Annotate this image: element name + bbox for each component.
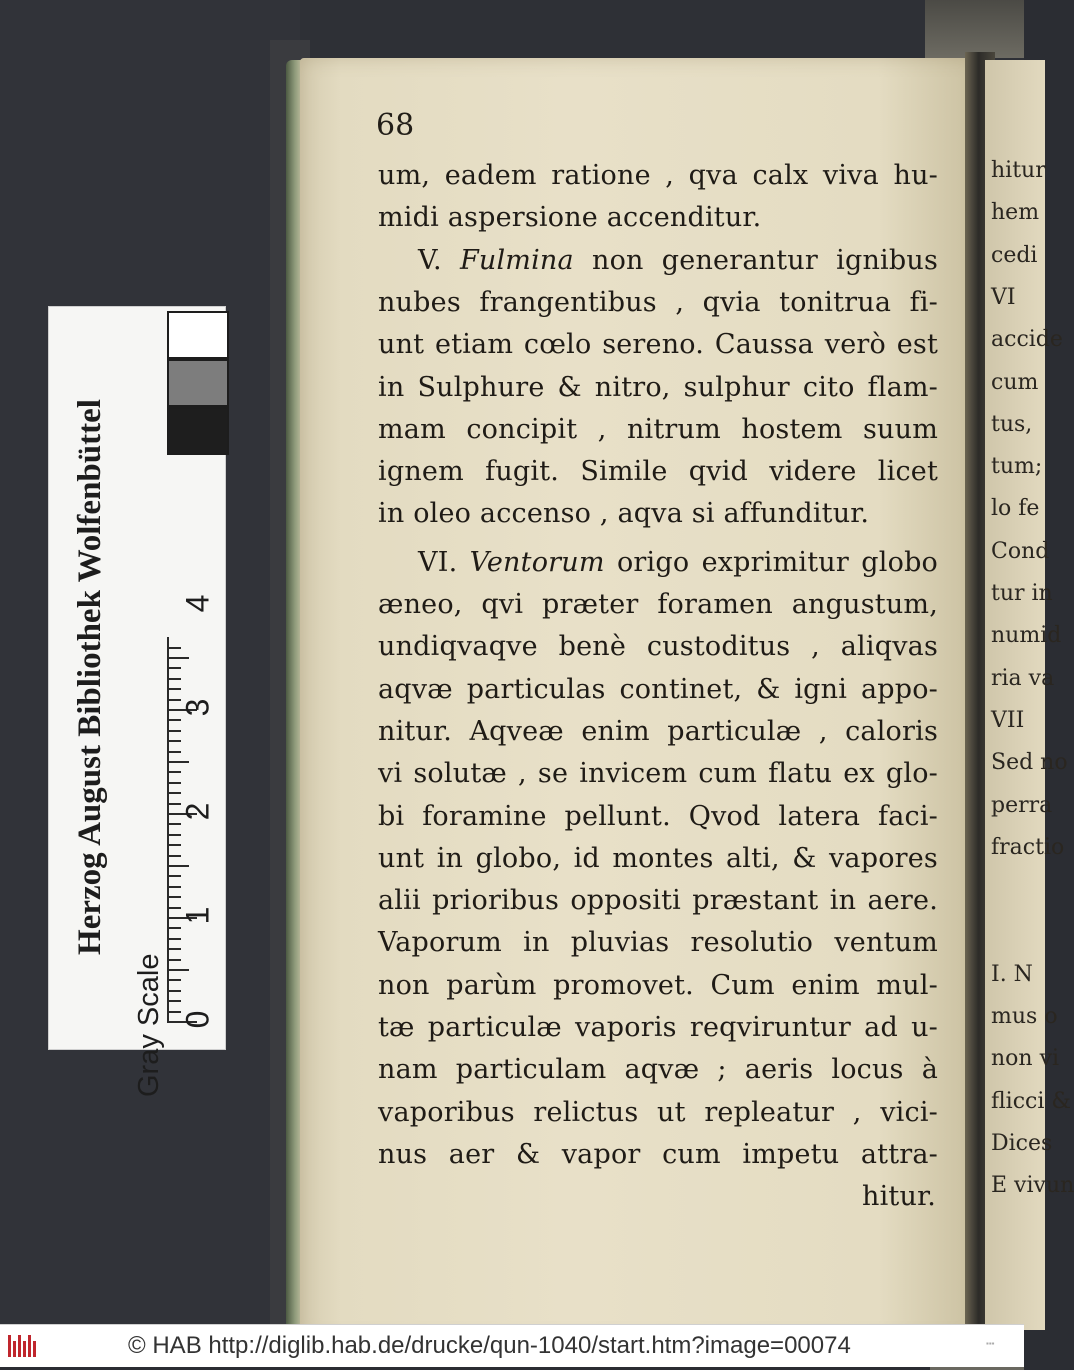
ruler-tick [167, 647, 181, 649]
ruler-number: 1 [179, 906, 216, 925]
ruler-tick [167, 792, 181, 794]
text-line: vaporibus relictus ut repleatur , vici- [378, 1096, 938, 1128]
ruler-tick [167, 782, 181, 784]
ruler-tick [167, 865, 189, 867]
facing-page-text: Cond [991, 538, 1050, 564]
facing-page-text: lo fe [991, 496, 1040, 522]
ruler-tick [167, 959, 181, 961]
ruler-tick [167, 969, 189, 971]
ruler-number: 0 [179, 1010, 216, 1029]
facing-page-text: cedi [991, 242, 1038, 268]
facing-page-text: numid [991, 623, 1062, 649]
text-line: unt in globo, id montes alti, & vapores [378, 842, 938, 874]
footer-credit-link[interactable]: © HAB http://diglib.hab.de/drucke/qun-1040/start.htm?image=00074 [128, 1332, 851, 1359]
text-line: non parùm promovet. Cum enim mul- [378, 969, 938, 1001]
ruler-tick [167, 938, 181, 940]
gray-swatch [167, 359, 229, 407]
facing-page-text: ria va [991, 665, 1055, 691]
facing-page-text: E vivun [991, 1173, 1074, 1199]
text-line: VI. Ventorum origo exprimitur globo [418, 546, 939, 578]
text-line: aqvæ particulas continet, & igni appo- [378, 673, 938, 705]
ruler-tick [167, 990, 181, 992]
text-line: V. Fulmina non generantur ignibus [418, 244, 938, 276]
text-line: mam concipit , nitrum hostem suum [378, 413, 938, 445]
library-name: Herzog August Bibliothek Wolfenbüttel [72, 399, 108, 955]
ruler-tick [167, 761, 189, 763]
ruler-tick [167, 875, 181, 877]
text-line: in Sulphure & nitro, sulphur cito flam- [378, 371, 938, 403]
hab-logo-icon [6, 1331, 40, 1361]
facing-page-text: Dices [991, 1130, 1053, 1156]
text-line: nus aer & vapor cum impetu attra- [378, 1138, 938, 1170]
text-line: bi foramine pellunt. Qvod latera faci- [378, 800, 938, 832]
binding-top-edge [925, 0, 1024, 58]
text-line: vi solutæ , se invicem cum flatu ex glo- [378, 758, 938, 790]
ruler-tick [167, 886, 181, 888]
ruler-number: 3 [179, 698, 216, 717]
text-line: midi aspersione accenditur. [378, 202, 762, 234]
ruler-tick [167, 844, 181, 846]
ruler-tick [167, 896, 181, 898]
ruler-tick [167, 657, 189, 659]
footer-bar [0, 1324, 1024, 1367]
text-line: in oleo accenso , aqva si affunditur. [378, 498, 870, 530]
text-line: alii prioribus oppositi præstant in aere. [378, 885, 938, 917]
text-line: unt etiam cœlo sereno. Caussa verò est [378, 329, 938, 361]
ruler-tick [167, 771, 181, 773]
facing-page-text: perra [991, 792, 1053, 818]
ruler-baseline [167, 637, 169, 1023]
facing-page-text: I. N [991, 961, 1033, 987]
ruler-tick [167, 667, 181, 669]
ruler-tick [167, 678, 181, 680]
ruler-tick [167, 730, 181, 732]
text-line: tæ particulæ vaporis reqviruntur ad u- [378, 1012, 938, 1043]
facing-page-text: mus o [991, 1004, 1058, 1029]
facing-page-text: VI [991, 284, 1016, 310]
ruler-tick [167, 979, 181, 981]
ruler-tick [167, 1000, 181, 1002]
facing-page-text: tur in [991, 581, 1053, 606]
facing-page-fragment [985, 60, 1074, 1330]
ruler-number: 2 [179, 802, 216, 821]
text-line: um, eadem ratione , qva calx viva hu- [378, 160, 938, 191]
ruler-tick [167, 740, 181, 742]
ruler-tick [167, 834, 181, 836]
text-line: undiqvaqve benè custoditus , aliqvas [378, 631, 938, 663]
facing-page-text: fractio [991, 834, 1065, 860]
text-line: nam particulam aqvæ ; aeris locus à [378, 1054, 938, 1086]
facing-page-text: hitur [991, 158, 1046, 183]
gray-scale-label: Gray Scale [133, 953, 165, 1097]
ruler-number: 4 [179, 594, 216, 613]
facing-page-text: accide [991, 327, 1063, 353]
gray-scale-swatches [167, 311, 229, 461]
facing-page-text: VII [991, 707, 1025, 733]
text-line: nitur. Aqveæ enim particulæ , caloris [378, 715, 938, 747]
ruler-tick [167, 751, 181, 753]
facing-page-text: tus, [991, 411, 1033, 437]
gray-swatch [167, 407, 229, 455]
gray-swatch [167, 311, 229, 359]
facing-page-text: non vi [991, 1046, 1060, 1072]
facing-page-text: flicci & [991, 1088, 1071, 1114]
facing-page-text: Sed no [991, 750, 1068, 776]
text-line: nubes frangentibus , qvia tonitrua fi- [378, 286, 938, 318]
text-line: æneo, qvi præter foramen angustum, [378, 589, 938, 620]
ruler-tick [167, 855, 181, 857]
ruler-tick [167, 948, 181, 950]
calibration-ruler-card [48, 306, 226, 1097]
text-line: Vaporum in pluvias resolutio ventum [378, 927, 938, 959]
facing-page-text: hem [991, 200, 1040, 226]
page-number: 68 [376, 108, 415, 143]
text-line: ignem fugit. Simile qvid videre licet [378, 456, 938, 488]
facing-page-text: cum [991, 369, 1039, 395]
ruler-tick [167, 688, 181, 690]
text-line: hitur. [862, 1181, 936, 1213]
footer-watermark-icon: ▪▪▪ [986, 1339, 995, 1348]
facing-page-text: tum; [991, 454, 1043, 480]
